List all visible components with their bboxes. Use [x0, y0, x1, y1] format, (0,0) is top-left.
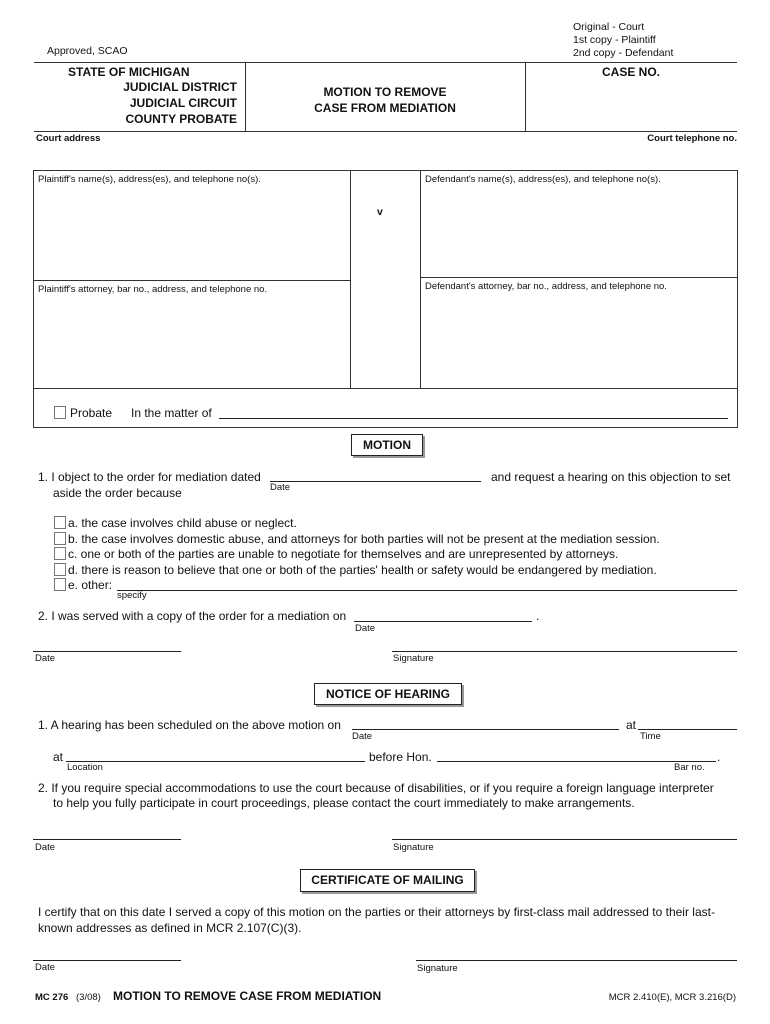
notice-item2-line1: 2. If you require special accommodations to use the court because of disabilities, or if you require a foreign language interpreter	[38, 781, 714, 795]
before-hon-label: before Hon.	[369, 750, 432, 764]
defendant-name-field[interactable]: Defendant's name(s), address(es), and telephone no(s).	[425, 174, 661, 185]
certificate-signature-label: Signature	[417, 963, 458, 974]
form-title	[246, 84, 524, 116]
certificate-date-input[interactable]	[33, 960, 181, 961]
form-revision-date: (3/08)	[76, 992, 101, 1003]
footer-form-title: MOTION TO REMOVE CASE FROM MEDIATION	[113, 989, 382, 1003]
certificate-text	[38, 904, 715, 936]
option-e-checkbox[interactable]	[54, 578, 66, 591]
form-title-line2: CASE FROM MEDIATION	[314, 101, 456, 115]
notice-signature-input[interactable]	[392, 839, 737, 840]
certificate-heading: CERTIFICATE OF MAILING	[300, 869, 475, 892]
option-c-checkbox[interactable]	[54, 547, 66, 560]
notice-item2	[38, 781, 714, 811]
option-b-label: b. the case involves domestic abuse, and attorneys for both parties will not be present at the mediation session.	[68, 532, 660, 546]
notice-item2-line2: to help you fully participate in court proceedings, please contact the court immediately to make arrangements.	[53, 796, 635, 810]
option-c-label: c. one or both of the parties are unable to negotiate for themselves and are unrepresented by attorneys.	[68, 547, 619, 561]
parties-box	[33, 170, 738, 428]
motion-item2-text: 2. I was served with a copy of the order for a mediation on	[38, 609, 347, 623]
notice-heading: NOTICE OF HEARING	[314, 683, 462, 705]
judge-period: .	[717, 750, 721, 764]
motion-signature-input[interactable]	[392, 651, 737, 652]
versus-label: v	[377, 206, 383, 218]
matter-label: In the matter of	[131, 406, 212, 420]
court-address-label: Court address	[36, 133, 101, 144]
defendant-split-rule	[420, 277, 737, 278]
hearing-location-input[interactable]	[66, 761, 365, 762]
copy-first: 1st copy - Plaintiff	[573, 34, 656, 46]
specify-label: specify	[117, 590, 147, 601]
court-telephone-label: Court telephone no.	[647, 133, 737, 144]
served-date-input[interactable]	[354, 621, 532, 622]
notice-date-input[interactable]	[33, 839, 181, 840]
option-d-checkbox[interactable]	[54, 563, 66, 576]
motion-signature-label: Signature	[393, 653, 434, 664]
matter-input[interactable]	[219, 418, 728, 419]
notice-date-label: Date	[35, 842, 56, 853]
parties-bottom-rule	[33, 388, 737, 389]
plaintiff-attorney-field[interactable]: Plaintiff's attorney, bar no., address, and telephone no.	[38, 284, 268, 295]
other-specify-input[interactable]	[117, 590, 737, 591]
hearing-date-label: Date	[352, 731, 373, 742]
option-a-checkbox[interactable]	[54, 516, 66, 529]
court-circuit: JUDICIAL CIRCUIT	[129, 96, 237, 110]
certificate-date-label: Date	[35, 962, 56, 973]
copy-second: 2nd copy - Defendant	[573, 47, 674, 59]
hearing-date-input[interactable]	[352, 729, 619, 730]
plaintiff-right-rule	[350, 170, 351, 388]
hearing-time-input[interactable]	[638, 729, 737, 730]
mediation-order-date-label: Date	[270, 482, 291, 493]
location-label: Location	[67, 762, 103, 773]
form-title-line1: MOTION TO REMOVE	[323, 85, 447, 99]
motion-date-label: Date	[35, 653, 56, 664]
mediation-order-date-input[interactable]	[270, 481, 481, 482]
option-b-checkbox[interactable]	[54, 532, 66, 545]
certificate-text-line1: I certify that on this date I served a copy of this motion on the parties or their attorneys by first-class mail addressed to their last-	[38, 905, 715, 919]
option-a-label: a. the case involves child abuse or neglect.	[68, 516, 297, 530]
motion-heading: MOTION	[351, 434, 423, 456]
court-rule-citations: MCR 2.410(E), MCR 3.216(D)	[608, 992, 736, 1003]
plaintiff-name-field[interactable]: Plaintiff's name(s), address(es), and telephone no(s).	[38, 174, 261, 185]
motion-item1-cont: aside the order because	[53, 486, 182, 500]
probate-label: Probate	[70, 406, 113, 420]
certificate-signature-input[interactable]	[416, 960, 737, 961]
notice-item1-text: 1. A hearing has been scheduled on the above motion on	[38, 718, 341, 732]
location-at-label: at	[53, 750, 64, 764]
notice-signature-label: Signature	[393, 842, 434, 853]
copy-original: Original - Court	[573, 21, 645, 33]
header-top-rule	[34, 62, 737, 63]
copy-distribution	[573, 21, 673, 60]
probate-checkbox[interactable]	[54, 406, 66, 419]
defendant-attorney-field[interactable]: Defendant's attorney, bar no., address, and telephone no.	[425, 281, 667, 292]
hearing-time-label: Time	[640, 731, 661, 742]
approved-label: Approved, SCAO	[47, 45, 128, 57]
header-bottom-rule	[34, 131, 737, 132]
plaintiff-split-rule	[33, 280, 351, 281]
motion-item1-text: 1. I object to the order for mediation dated	[38, 470, 261, 484]
option-d-label: d. there is reason to believe that one or both of the parties' health or safety would be endangered by mediation.	[68, 563, 657, 577]
motion-item1-after: and request a hearing on this objection to set	[491, 470, 731, 484]
certificate-text-line2: known addresses as defined in MCR 2.107(C)(3).	[38, 921, 302, 935]
bar-no-label: Bar no.	[674, 762, 705, 773]
served-date-label: Date	[355, 623, 376, 634]
court-probate: COUNTY PROBATE	[125, 112, 237, 126]
motion-item2-period: .	[536, 609, 540, 623]
hearing-at-label: at	[626, 718, 637, 732]
form-number: MC 276	[35, 992, 69, 1003]
court-state: STATE OF MICHIGAN	[68, 65, 190, 79]
court-district: JUDICIAL DISTRICT	[123, 80, 237, 94]
motion-date-input[interactable]	[33, 651, 181, 652]
defendant-left-rule	[420, 170, 421, 388]
option-e-label: e. other:	[68, 578, 113, 592]
case-no-label: CASE NO.	[601, 65, 660, 79]
